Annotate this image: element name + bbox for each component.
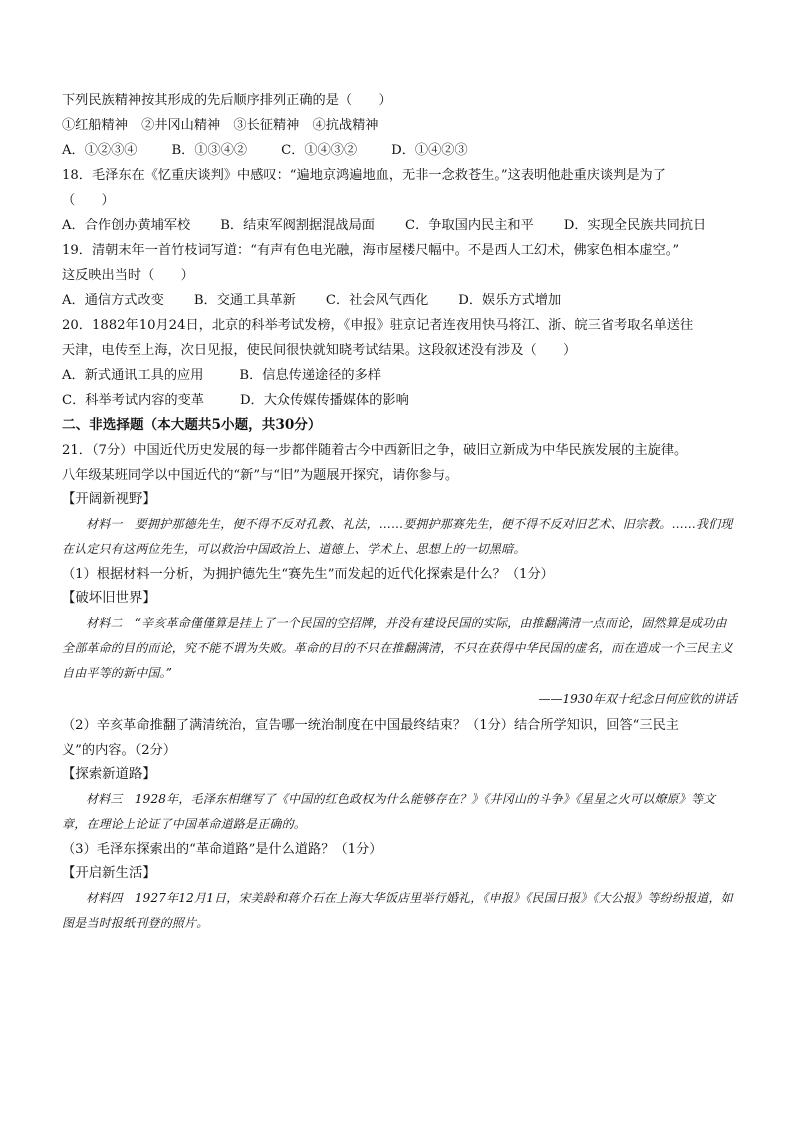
q18-option-a: A．合作创办黄埔军校: [62, 218, 191, 233]
q21-intro-1: 21．（7分）中国近代历史发展的每一步都伴随着古今中西新旧之争，破旧立新成为中华民族发展的主旋律。: [62, 443, 688, 458]
part3-title: 【探索新道路】: [62, 767, 156, 782]
q21-sub-2b: 义”的内容。（2分）: [62, 743, 177, 758]
q17-option-a: A．①②③④: [62, 143, 138, 158]
exam-page: [62, 88, 737, 936]
q19-stem: 19．清朝末年一首竹枝词写道：“有声有色电光融，海市屋楼尺幅中。不是西人工幻术，佛家色相本虚空。”: [62, 243, 680, 258]
q17-option-d: D．①④②③: [391, 143, 468, 158]
material-2: 材料二 “辛亥革命僅僅算是挂上了一个民国的空招牌，并没有建设民国的实际，由推翻满清一点而论，固然算是成功由全部革命的目的而论，究不能不谓为失败。革命的目的不只在推翻满清，不只在获得中华民国的虚名，而在造成一个三民主义自由平等的新中国。”: [62, 616, 734, 680]
q20-option-c: C．科举考试内容的变革: [62, 393, 204, 408]
material-3: 材料三 1928年，毛泽东相继写了《中国的红色政权为什么能够存在？》《井冈山的斗争》《星星之火可以燎原》等文章，在理论上论证了中国革命道路是正确的。: [62, 792, 716, 831]
part2-title: 【破坏旧世界】: [62, 591, 156, 606]
part1-title: 【开阔新视野】: [62, 492, 156, 507]
q19-options: [62, 288, 737, 313]
q21-sub-2a: （2）辛亥革命推翻了满清统治，宣告哪一统治制度在中国最终结束？（1分）结合所学知识，回答“三民主: [62, 718, 679, 733]
q18-options: [62, 213, 737, 238]
section-2-title: 二、非选择题（本大题共5小题，共30分）: [62, 417, 322, 433]
q20-stem: 20．1882年10月24日，北京的科举考试发榜，《申报》驻京记者连夜用快马将江、浙、皖三省考取名单送往: [62, 318, 694, 333]
q20-options-row1: [62, 363, 737, 388]
q17-option-b: B．①③④②: [171, 143, 248, 158]
q19-option-c: C．社会风气西化: [325, 293, 429, 308]
q17-options: [62, 138, 737, 163]
part4-title: 【开启新生活】: [62, 866, 156, 881]
q19-option-d: D．娱乐方式增加: [458, 293, 562, 308]
q20-options-row2: [62, 388, 737, 413]
q18-option-d: D．实现全民族共同抗日: [563, 218, 707, 233]
q21-intro-2: 八年级某班同学以中国近代的“新”与“旧”为题展开探究，请你参与。: [62, 468, 459, 483]
q17-option-c: C．①④③②: [281, 143, 358, 158]
material-2-source: ——1930年双十纪念日何应钦的讲话: [538, 692, 737, 706]
q17-stem: 下列民族精神按其形成的先后顺序排列正确的是（ ）: [62, 93, 392, 108]
q21-sub-1: （1）根据材料一分析，为拥护德先生“赛先生”而发起的近代化探索是什么？（1分）: [62, 567, 554, 582]
q17-items: ①红船精神 ②井冈山精神 ③长征精神 ④抗战精神: [62, 118, 379, 133]
material-4: 材料四 1927年12月1日，宋美龄和蒋介石在上海大华饭店里举行婚礼，《申报》《民国日报》《大公报》等纷纷报道，如图是当时报纸刊登的照片。: [62, 891, 733, 930]
q19-option-b: B．交通工具革新: [193, 293, 296, 308]
q20-option-a: A．新式通讯工具的应用: [62, 368, 204, 383]
q20-option-b: B．信息传递途径的多样: [239, 368, 381, 383]
q18-option-b: B．结束军阀割据混战局面: [220, 218, 375, 233]
q18-option-c: C．争取国内民主和平: [404, 218, 534, 233]
q19-stem-2: 这反映出当时（ ）: [62, 268, 194, 283]
q20-stem-2: 天津，电传至上海，次日见报，使民间很快就知晓考试结果。这段叙述没有涉及（ ）: [62, 343, 577, 358]
q18-paren: （ ）: [62, 193, 115, 208]
q18-stem: 18．毛泽东在《忆重庆谈判》中感叹：“遍地京鸿遍地血，无非一念救苍生。”这表明他赴重庆谈判是为了: [62, 168, 666, 183]
q20-option-d: D．大众传媒传播媒体的影响: [239, 393, 409, 408]
q21-sub-3: （3）毛泽东探索出的“革命道路”是什么道路？（1分）: [62, 842, 383, 857]
q19-option-a: A．通信方式改变: [62, 293, 164, 308]
material-1: 材料一 要拥护那德先生，便不得不反对孔教、礼法，……要拥护那赛先生，便不得不反对旧艺术、旧宗教。……我们现在认定只有这两位先生，可以救治中国政治上、道德上、学术上、思想上的一切黑暗。: [62, 517, 733, 556]
